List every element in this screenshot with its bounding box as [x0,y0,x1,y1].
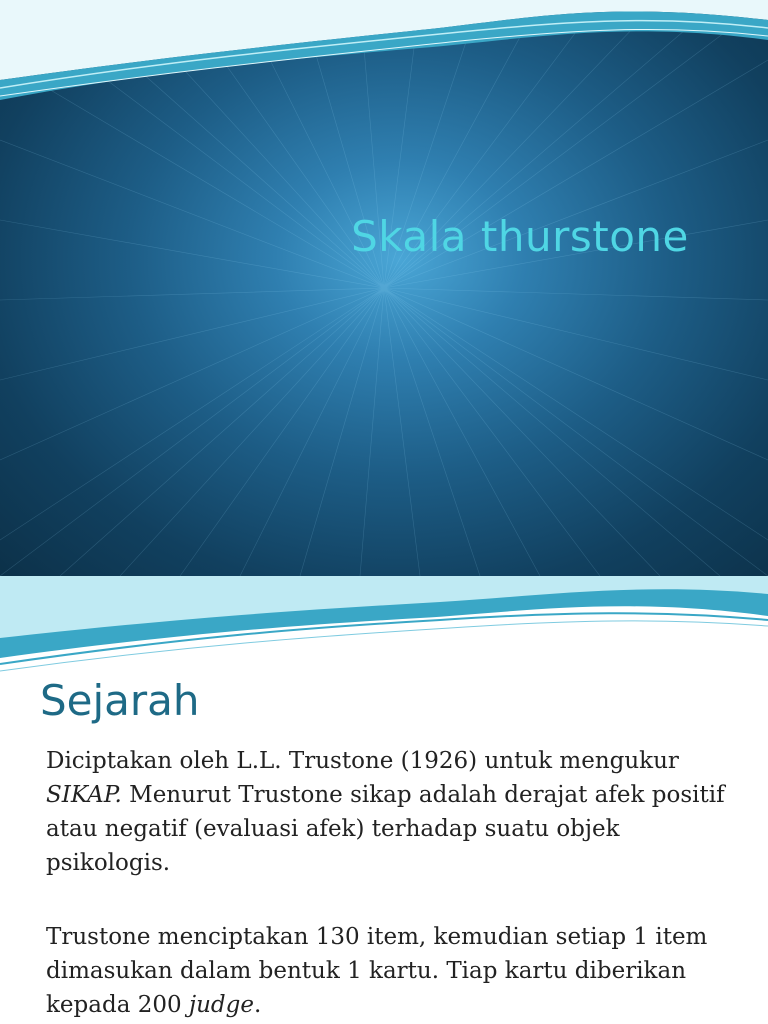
emphasis-text: judge [188,992,254,1018]
slide-heading: Sejarah [40,676,200,725]
top-wave-decoration [0,576,768,676]
paragraph-history [46,744,746,880]
paragraph-text: Trustone menciptakan 130 item, kemudian setiap 1 item dimasukan dalam bentuk 1 kartu. Tiap kartu diberikan kepada 200 [46,924,708,1018]
paragraph-items [46,920,746,1022]
paragraph-text: Menurut Trustone sikap adalah derajat afek positif atau negatif (evaluasi afek) terhadap suatu objek psikologis. [46,782,725,876]
top-wave-decoration [0,0,768,110]
emphasis-text: SIKAP. [46,782,122,808]
content-slide [0,576,768,1024]
paragraph-text: Diciptakan oleh L.L. Trustone (1926) untuk mengukur [46,748,679,774]
slide-title: Skala thurstone [351,212,689,261]
paragraph-text: . [253,992,262,1018]
